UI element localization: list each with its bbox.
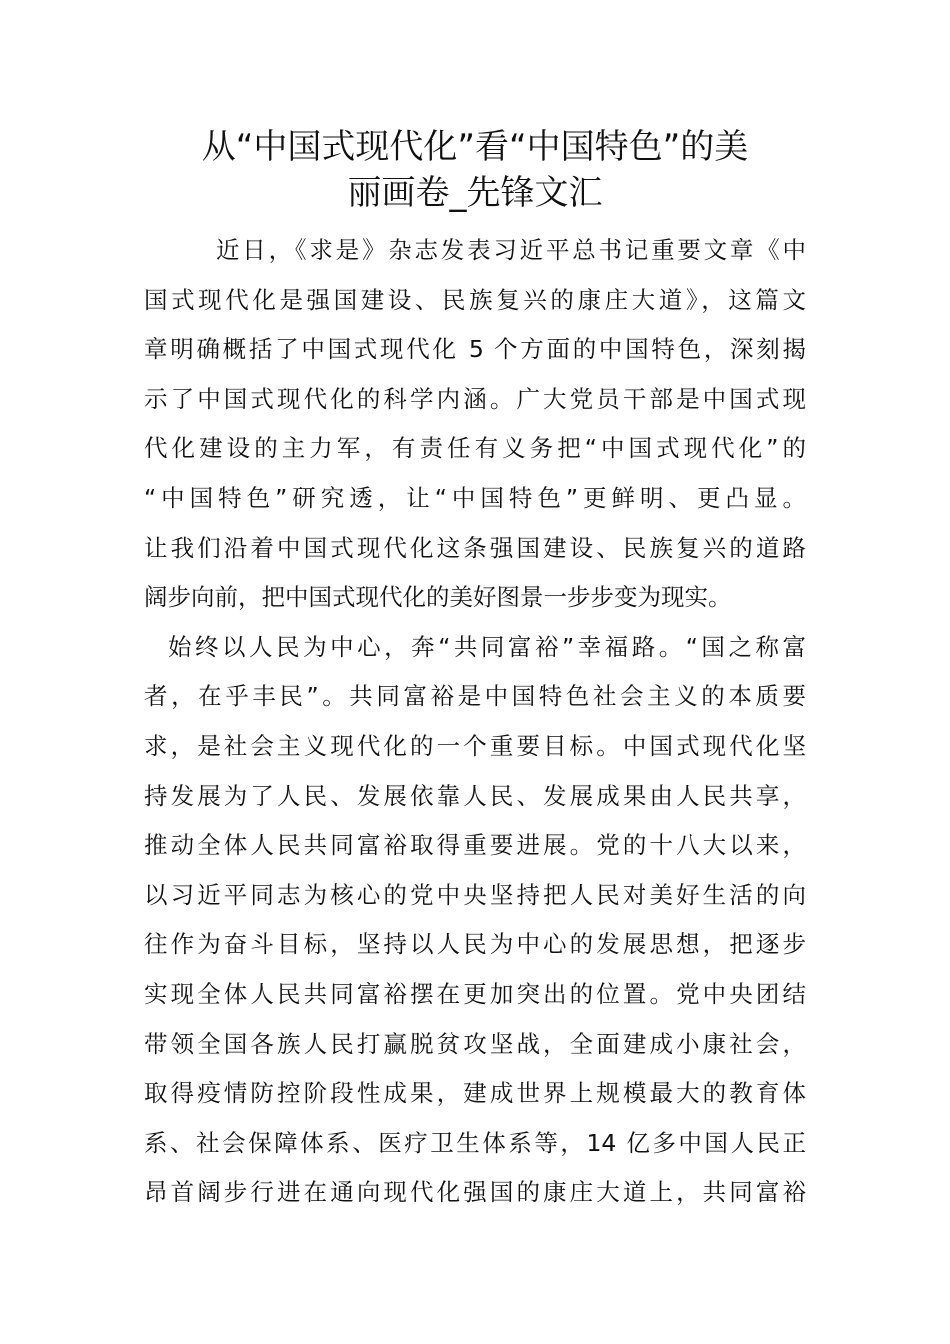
text-line: 求，是社会主义现代化的一个重要目标。中国式现代化坚 (144, 731, 806, 760)
text-line: 系、社会保障体系、医疗卫生体系等，14 亿多中国人民正 (144, 1128, 806, 1157)
text-line: 推动全体人民共同富裕取得重要进展。党的十八大以来， (144, 831, 806, 860)
paragraph-1 (144, 226, 806, 623)
text-line: 阔步向前，把中国式现代化的美好图景一步步变为现实。 (144, 583, 732, 612)
text-line: 取得疫情防控阶段性成果，建成世界上规模最大的教育体 (144, 1079, 806, 1108)
title-line-2: 丽画卷_先锋文汇 (347, 173, 603, 213)
text-line: 始终以人民为中心，奔“共同富裕”幸福路。“国之称富 (168, 632, 806, 661)
text-line: 近日，《求是》杂志发表习近平总书记重要文章《中 (216, 236, 806, 264)
text-line: 国式现代化是强国建设、民族复兴的康庄大道》，这篇文 (144, 285, 806, 314)
text-line: 昂首阔步行进在通向现代化强国的康庄大道上，共同富裕 (144, 1178, 806, 1207)
text-line: 往作为奋斗目标，坚持以人民为中心的发展思想，把逐步 (144, 930, 806, 959)
text-line: “中国特色”研究透，让“中国特色”更鲜明、更凸显。 (144, 483, 806, 512)
title-line-1: 从“中国式现代化”看“中国特色”的美 (201, 127, 749, 167)
text-line: 以习近平同志为核心的党中央坚持把人民对美好生活的向 (144, 880, 806, 909)
document-body (144, 226, 806, 1218)
text-line: 示了中国式现代化的科学内涵。广大党员干部是中国式现 (144, 384, 806, 413)
text-line: 者，在乎丰民”。共同富裕是中国特色社会主义的本质要 (144, 682, 806, 711)
text-line: 带领全国各族人民打赢脱贫攻坚战，全面建成小康社会， (144, 1029, 806, 1058)
text-line: 持发展为了人民、发展依靠人民、发展成果由人民共享， (144, 781, 806, 810)
text-line: 让我们沿着中国式现代化这条强国建设、民族复兴的道路 (144, 533, 806, 562)
document-title (140, 124, 810, 216)
paragraph-2 (144, 623, 806, 1218)
text-line: 代化建设的主力军，有责任有义务把“中国式现代化”的 (144, 434, 806, 463)
text-line: 章明确概括了中国式现代化 5 个方面的中国特色，深刻揭 (144, 335, 806, 364)
text-line: 实现全体人民共同富裕摆在更加突出的位置。党中央团结 (144, 979, 806, 1008)
